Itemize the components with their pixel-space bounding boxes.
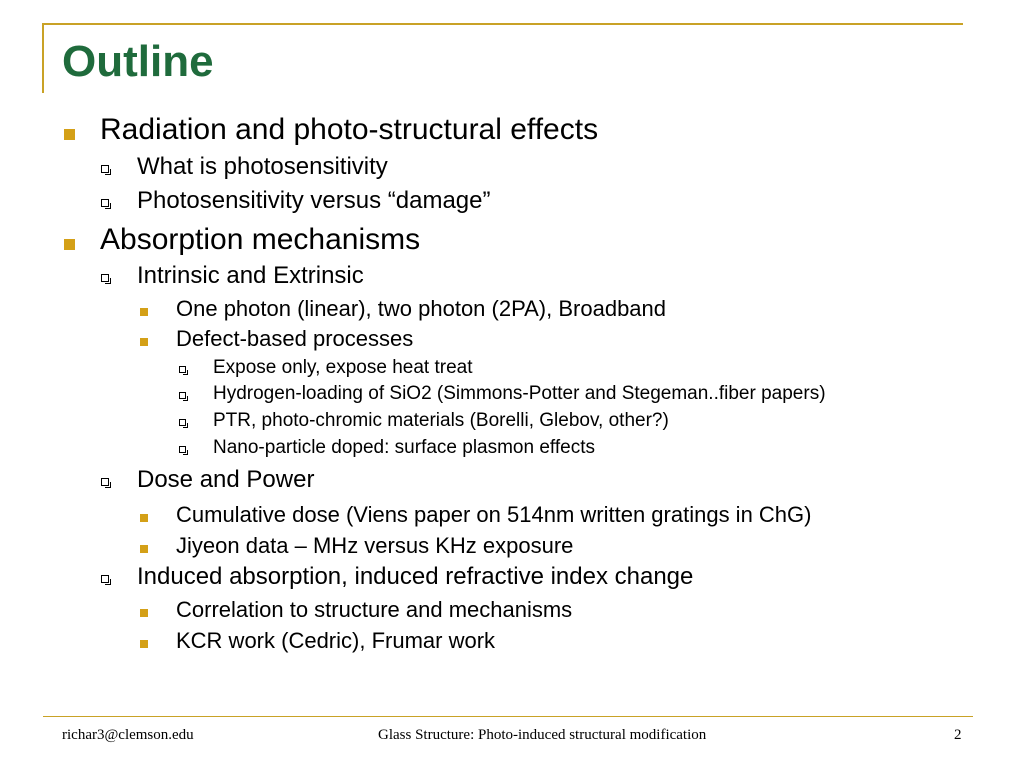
outline-item-text: Induced absorption, induced refractive index change	[137, 563, 694, 590]
outline-item-text: Dose and Power	[137, 466, 315, 493]
hollow-square-bullet-icon	[179, 446, 186, 453]
outline-item-text: Correlation to structure and mechanisms	[176, 597, 573, 622]
footer-rule	[43, 716, 973, 717]
square-bullet-icon	[140, 545, 148, 553]
slide-left-rule	[42, 23, 44, 93]
footer-caption: Glass Structure: Photo-induced structural modification	[378, 727, 707, 743]
square-bullet-icon	[140, 640, 148, 648]
square-bullet-icon	[140, 308, 148, 316]
hollow-square-bullet-icon	[179, 366, 186, 373]
hollow-square-bullet-icon	[101, 274, 109, 282]
outline-item-text: What is photosensitivity	[137, 153, 388, 180]
hollow-square-bullet-icon	[179, 392, 186, 399]
slide-top-rule	[43, 23, 963, 25]
footer-page-number: 2	[954, 727, 962, 743]
outline-item-text: Cumulative dose (Viens paper on 514nm written gratings in ChG)	[176, 502, 812, 527]
hollow-square-bullet-icon	[101, 199, 109, 207]
hollow-square-bullet-icon	[101, 575, 109, 583]
outline-item-text: Jiyeon data – MHz versus KHz exposure	[176, 533, 574, 558]
outline-item-text: Intrinsic and Extrinsic	[137, 262, 364, 289]
outline-item-text: Absorption mechanisms	[100, 223, 421, 256]
square-bullet-icon	[64, 129, 75, 140]
outline-item-text: Hydrogen-loading of SiO2 (Simmons-Potter and Stegeman..fiber papers)	[213, 383, 826, 404]
outline-item-text: One photon (linear), two photon (2PA), Broadband	[176, 296, 667, 321]
outline-item-text: PTR, photo-chromic materials (Borelli, Glebov, other?)	[213, 410, 669, 431]
outline-item-text: Radiation and photo-structural effects	[100, 113, 599, 146]
outline-item-text: Nano-particle doped: surface plasmon effects	[213, 437, 595, 458]
square-bullet-icon	[140, 338, 148, 346]
square-bullet-icon	[140, 514, 148, 522]
hollow-square-bullet-icon	[101, 165, 109, 173]
outline-item-text: Expose only, expose heat treat	[213, 357, 473, 378]
outline-item-text: KCR work (Cedric), Frumar work	[176, 628, 496, 653]
square-bullet-icon	[64, 239, 75, 250]
outline-item-text: Photosensitivity versus “damage”	[137, 187, 491, 214]
footer-email: richar3@clemson.edu	[62, 727, 194, 743]
square-bullet-icon	[140, 609, 148, 617]
slide-title: Outline	[62, 37, 214, 86]
hollow-square-bullet-icon	[179, 419, 186, 426]
outline-item-text: Defect-based processes	[176, 326, 414, 351]
hollow-square-bullet-icon	[101, 478, 109, 486]
